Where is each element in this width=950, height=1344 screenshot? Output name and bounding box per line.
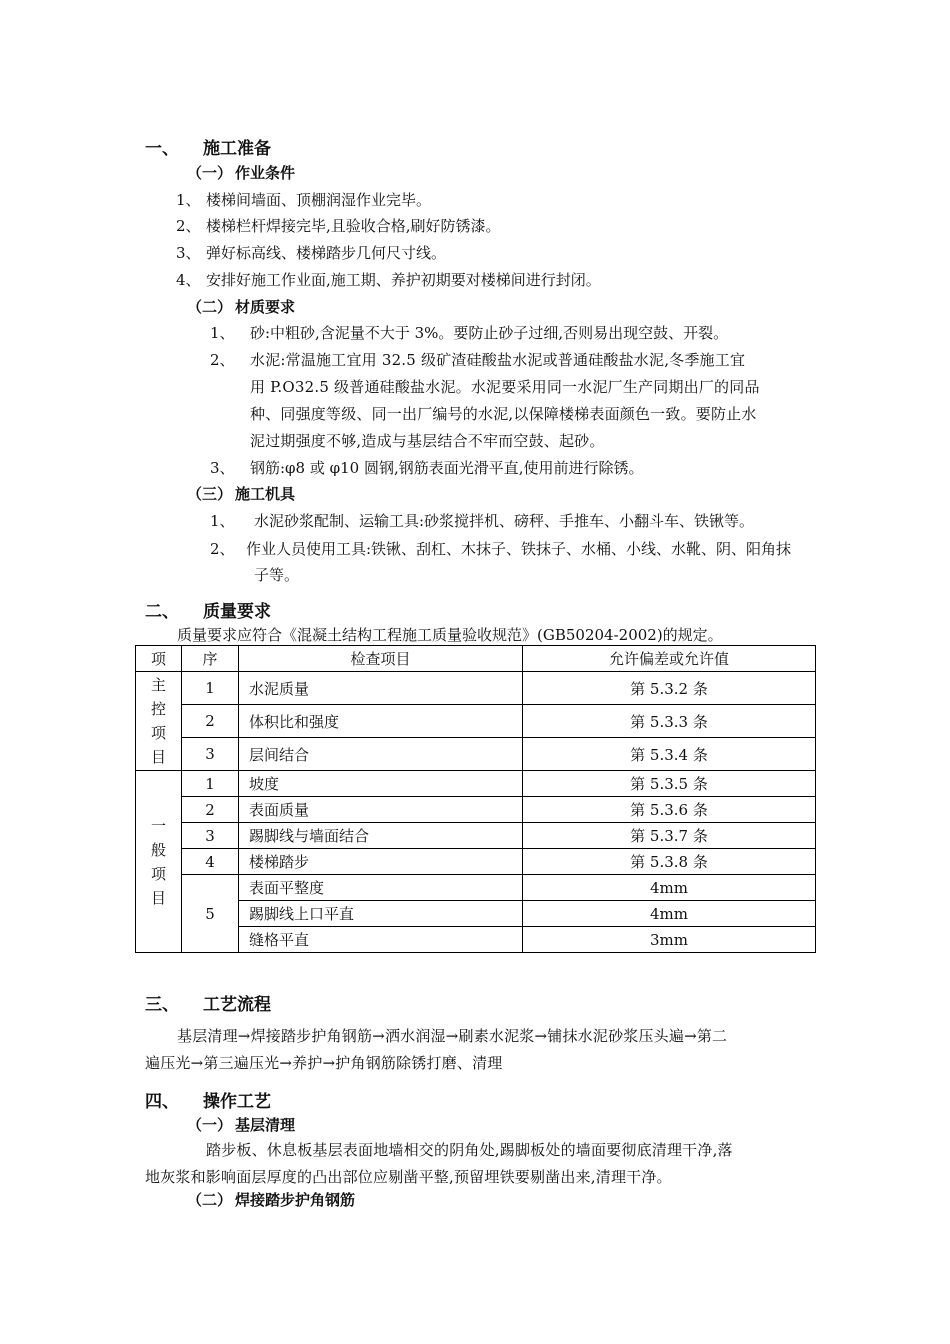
seq-cell: 5 (182, 875, 239, 953)
item-cell: 踢脚线与墙面结合 (239, 823, 523, 849)
header-cell: 项 (136, 646, 182, 672)
list-item-text: 泥过期强度不够,造成与基层结合不牢而空鼓、起砂。 (250, 432, 605, 450)
list-item-text: 水泥:常温施工宜用 32.5 级矿渣硅酸盐水泥或普通硅酸盐水泥,冬季施工宜 (250, 351, 746, 369)
value-cell: 4mm (523, 875, 816, 901)
table-header-row (136, 646, 816, 672)
table-row (136, 738, 816, 771)
sub-1-2-title: 材质要求 (235, 298, 296, 316)
sub-4-2-title: 焊接踏步护角钢筋 (235, 1191, 356, 1209)
value-cell: 第 5.3.2 条 (523, 672, 816, 705)
item-cell: 表面质量 (239, 797, 523, 823)
list-item-text: 钢筋:φ8 或 φ10 圆钢,钢筋表面光滑平直,使用前进行除锈。 (250, 459, 644, 477)
table-row (136, 672, 816, 705)
value-cell: 第 5.3.3 条 (523, 705, 816, 738)
header-cell: 允许偏差或允许值 (523, 646, 816, 672)
section-2-number: 二、 (145, 602, 179, 622)
quality-table (135, 645, 816, 953)
table-row (136, 875, 816, 901)
table-row (136, 797, 816, 823)
list-item-text: 安排好施工作业面,施工期、养护初期要对楼梯间进行封闭。 (206, 271, 601, 289)
seq-cell: 4 (182, 849, 239, 875)
section-1-title: 施工准备 (203, 139, 271, 159)
paragraph-line: 地灰浆和影响面层厚度的凸出部位应剔凿平整,预留埋铁要剔凿出来,清理干净。 (145, 1168, 672, 1186)
sub-4-1-title: 基层清理 (235, 1116, 296, 1134)
item-cell: 楼梯踏步 (239, 849, 523, 875)
table-row (136, 771, 816, 797)
sub-1-3-label: （三） (187, 485, 233, 503)
value-cell: 第 5.3.4 条 (523, 738, 816, 771)
list-item-text: 子等。 (254, 566, 300, 584)
list-item-number: 3、 (176, 244, 201, 262)
process-flow-line: 基层清理→焊接踏步护角钢筋→洒水润湿→刷素水泥浆→铺抹水泥砂浆压头遍→第二 (177, 1027, 728, 1045)
paragraph-line: 踏步板、休息板基层表面地墙相交的阴角处,踢脚板处的墙面要彻底清理干净,落 (206, 1141, 733, 1159)
item-cell: 体积比和强度 (239, 705, 523, 738)
list-item-number: 2、 (176, 217, 201, 235)
sub-1-1-label: （一） (187, 164, 233, 182)
list-item-text: 种、同强度等级、同一出厂编号的水泥,以保障楼梯表面颜色一致。要防止水 (250, 405, 757, 423)
list-item-number: 2、 (210, 351, 235, 369)
section-2-title: 质量要求 (203, 602, 271, 622)
sub-4-2-label: （二） (187, 1191, 233, 1209)
seq-cell: 1 (182, 771, 239, 797)
sub-1-3-title: 施工机具 (235, 485, 296, 503)
section-1-number: 一、 (145, 139, 179, 159)
section-3-number: 三、 (145, 995, 179, 1015)
list-item-number: 1、 (210, 324, 235, 342)
process-flow-line: 遍压光→第三遍压光→养护→护角钢筋除锈打磨、清理 (145, 1054, 503, 1072)
section-3-title: 工艺流程 (203, 995, 271, 1015)
value-cell: 第 5.3.5 条 (523, 771, 816, 797)
section-4-number: 四、 (145, 1092, 179, 1112)
table-row (136, 849, 816, 875)
list-item-number: 1、 (210, 512, 235, 530)
seq-cell: 1 (182, 672, 239, 705)
header-cell: 检查项目 (239, 646, 523, 672)
item-cell: 缝格平直 (239, 927, 523, 953)
value-cell: 3mm (523, 927, 816, 953)
item-cell: 坡度 (239, 771, 523, 797)
list-item-text: 楼梯栏杆焊接完毕,且验收合格,刷好防锈漆。 (206, 217, 501, 235)
value-cell: 4mm (523, 901, 816, 927)
sub-4-1-label: （一） (187, 1116, 233, 1134)
group-general: 一 般 项 目 (136, 771, 182, 953)
list-item-text: 作业人员使用工具:铁锹、刮杠、木抹子、铁抹子、水桶、小线、水靴、阴、阳角抹 (246, 540, 792, 558)
seq-cell: 2 (182, 797, 239, 823)
quality-intro: 质量要求应符合《混凝土结构工程施工质量验收规范》(GB50204-2002)的规定。 (177, 626, 723, 644)
table-row (136, 705, 816, 738)
list-item-number: 1、 (176, 191, 201, 209)
value-cell: 第 5.3.6 条 (523, 797, 816, 823)
list-item-number: 3、 (210, 459, 235, 477)
list-item-text: 弹好标高线、楼梯踏步几何尺寸线。 (206, 244, 447, 262)
section-4-title: 操作工艺 (203, 1092, 271, 1112)
sub-1-2-label: （二） (187, 298, 233, 316)
value-cell: 第 5.3.8 条 (523, 849, 816, 875)
list-item-text: 砂:中粗砂,含泥量不大于 3%。要防止砂子过细,否则易出现空鼓、开裂。 (250, 324, 729, 342)
seq-cell: 3 (182, 823, 239, 849)
seq-cell: 2 (182, 705, 239, 738)
list-item-text: 水泥砂浆配制、运输工具:砂浆搅拌机、磅秤、手推车、小翻斗车、铁锹等。 (254, 512, 755, 530)
sub-1-1-title: 作业条件 (235, 164, 296, 182)
list-item-text: 用 P.O32.5 级普通硅酸盐水泥。水泥要采用同一水泥厂生产同期出厂的同品 (250, 378, 760, 396)
item-cell: 水泥质量 (239, 672, 523, 705)
group-main-control: 主 控 项 目 (136, 672, 182, 771)
item-cell: 层间结合 (239, 738, 523, 771)
list-item-number: 2、 (210, 540, 235, 558)
value-cell: 第 5.3.7 条 (523, 823, 816, 849)
item-cell: 表面平整度 (239, 875, 523, 901)
header-cell: 序 (182, 646, 239, 672)
item-cell: 踢脚线上口平直 (239, 901, 523, 927)
list-item-text: 楼梯间墙面、顶棚润湿作业完毕。 (206, 191, 432, 209)
list-item-number: 4、 (176, 271, 201, 289)
table-row (136, 823, 816, 849)
seq-cell: 3 (182, 738, 239, 771)
